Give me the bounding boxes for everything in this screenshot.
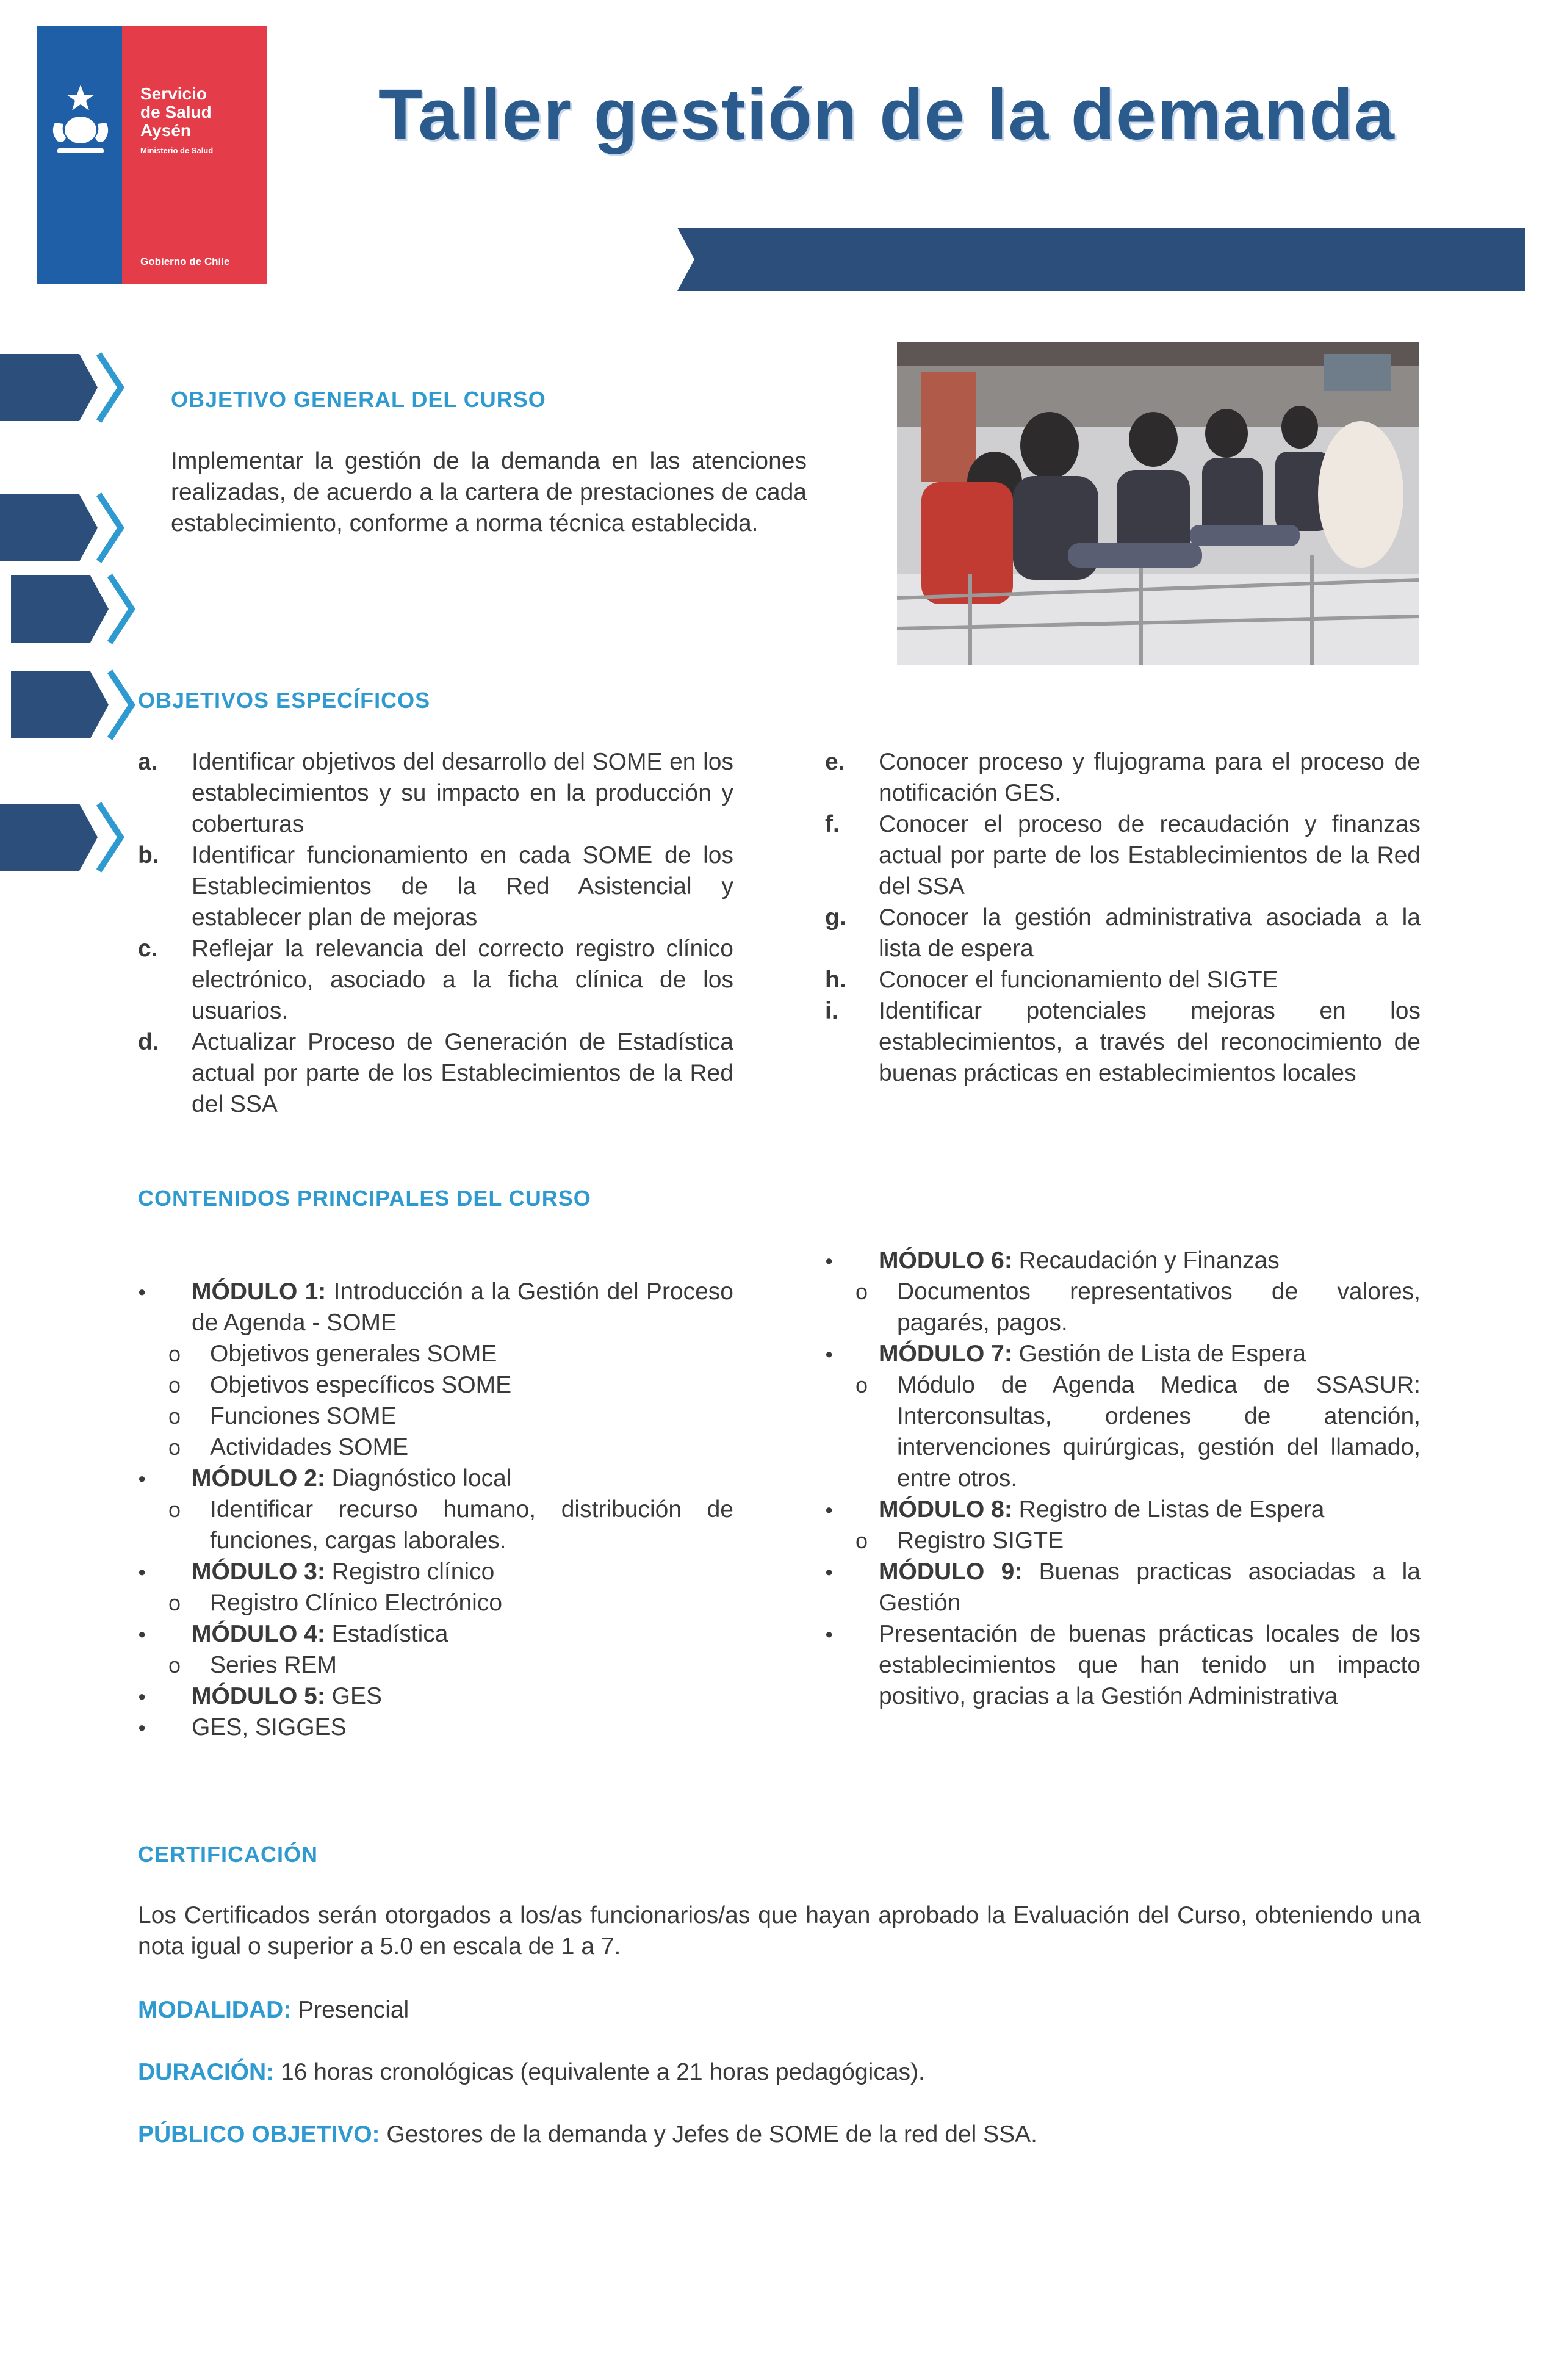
module-subitem [138,1587,733,1618]
objetivo-item [138,746,733,840]
objetivo-text: Conocer proceso y flujograma para el proceso de notificación GES. [879,749,1421,806]
module-item [825,1618,1421,1712]
bullet-icon: ● [138,1284,146,1299]
objetivos-list-left [138,746,733,1120]
modules-list-right [825,1245,1421,1712]
module-text: Registro SIGTE [897,1527,1064,1554]
bullet-icon: ● [825,1502,834,1517]
bullet-icon: ● [138,1720,146,1735]
module-text: Estadística [325,1621,448,1647]
modalidad-label: MODALIDAD: [138,1997,292,2023]
publico-line [138,2119,1037,2150]
circle-bullet-icon: o [168,1590,181,1615]
bullet-icon: ● [138,1689,146,1704]
objetivo-text: Identificar objetivos del desarrollo del SOME en los establecimientos y su impacto en la producción y coberturas [192,749,733,837]
objetivo-marker: e. [825,749,845,775]
bullet-icon: ● [825,1253,834,1268]
chevron-arrow-icon [0,351,128,424]
module-text: Objetivos específicos SOME [210,1372,512,1398]
objetivo-text: Actualizar Proceso de Generación de Estadística actual por parte de los Establecimientos de la Red del SSA [192,1029,733,1117]
module-item [138,1463,733,1494]
module-text: Identificar recurso humano, distribución de funciones, cargas laborales. [210,1496,733,1554]
objetivo-marker: c. [138,936,158,962]
module-item [138,1681,733,1712]
objetivo-item [825,902,1421,964]
module-subitem [825,1525,1421,1556]
bullet-icon: ● [825,1346,834,1361]
objetivo-item [825,746,1421,809]
modules-list-left [138,1276,733,1743]
module-label: MÓDULO 6: [879,1247,1012,1274]
module-item [825,1338,1421,1369]
objetivo-item [138,840,733,933]
logo-gobierno: Gobierno de Chile [140,256,230,267]
module-label: MÓDULO 2: [192,1465,325,1491]
contenidos-heading: CONTENIDOS PRINCIPALES DEL CURSO [138,1186,591,1211]
module-subitem [138,1650,733,1681]
module-text: Módulo de Agenda Medica de SSASUR: Interconsultas, ordenes de atención, intervenciones quirúrgicas, gestión del llamado, entre otros. [897,1372,1421,1491]
module-text: Recaudación y Finanzas [1012,1247,1280,1274]
logo-line-1: Servicio [140,84,207,103]
module-text: GES, SIGGES [192,1714,347,1740]
objetivo-item [138,1026,733,1120]
module-text: Registro de Listas de Espera [1012,1496,1325,1523]
circle-bullet-icon: o [855,1279,868,1304]
objetivos-list-right [825,746,1421,1089]
module-subitem [138,1432,733,1463]
chevron-arrow-icon [11,572,139,646]
module-text: GES [325,1683,383,1709]
page-title: Taller gestión de la demanda [378,74,1396,155]
publico-label: PÚBLICO OBJETIVO: [138,2121,380,2147]
duracion-line [138,2057,925,2088]
objetivo-general-text: Implementar la gestión de la demanda en las atenciones realizadas, de acuerdo a la cartera de prestaciones de cada establecimiento, conforme a norma técnica establecida. [171,448,807,536]
certificacion-text: Los Certificados serán otorgados a los/as funcionarios/as que hayan aprobado la Evaluación del Curso, obteniendo una nota igual o superior a 5.0 en escala de 1 a 7. [138,1902,1421,1960]
bullet-icon: ● [138,1564,146,1579]
module-text: Objetivos generales SOME [210,1341,497,1367]
bullet-icon: ● [825,1564,834,1579]
logo-red-panel [122,26,267,284]
bullet-icon: ● [138,1626,146,1642]
module-item [825,1245,1421,1276]
logo-line-2: de Salud [140,103,212,121]
module-text: Registro clínico [325,1559,495,1585]
circle-bullet-icon: o [855,1372,868,1397]
coat-of-arms-icon [44,80,117,159]
bullet-icon: ● [138,1471,146,1486]
module-label: MÓDULO 4: [192,1621,325,1647]
logo-text [140,85,212,140]
chevron-arrow-icon [0,491,128,564]
module-item [138,1618,733,1650]
chevron-arrow-icon [0,801,128,874]
module-label: MÓDULO 1: [192,1278,326,1305]
circle-bullet-icon: o [168,1653,181,1678]
module-text: Documentos representativos de valores, pagarés, pagos. [897,1278,1421,1336]
objetivo-item [825,964,1421,995]
objetivo-item [825,995,1421,1089]
objetivo-marker: g. [825,904,846,931]
modalidad-line [138,1994,409,2025]
duracion-label: DURACIÓN: [138,2059,275,2085]
module-text: Gestión de Lista de Espera [1012,1341,1306,1367]
module-text: Registro Clínico Electrónico [210,1590,503,1616]
logo [37,26,267,284]
objetivo-text: Conocer el proceso de recaudación y finanzas actual por parte de los Establecimientos de la Red del SSA [879,811,1421,900]
objetivo-text: Identificar potenciales mejoras en los establecimientos, a través del reconocimiento de buenas prácticas en establecimientos locales [879,998,1421,1086]
objetivo-marker: b. [138,842,159,868]
module-item [825,1494,1421,1525]
module-text: Introducción a la Gestión del Proceso de Agenda - SOME [192,1278,733,1336]
objetivo-marker: h. [825,967,846,993]
objetivo-item [138,933,733,1026]
objetivo-text: Conocer la gestión administrativa asociada a la lista de espera [879,904,1421,962]
modalidad-value: Presencial [291,1997,409,2023]
publico-value: Gestores de la demanda y Jefes de SOME de la red del SSA. [380,2121,1037,2147]
circle-bullet-icon: o [168,1341,181,1366]
module-text: Buenas practicas asociadas a la Gestión [879,1559,1421,1616]
module-label: MÓDULO 8: [879,1496,1012,1523]
module-subitem [138,1369,733,1401]
waiting-room-photo [897,342,1419,665]
circle-bullet-icon: o [168,1404,181,1429]
module-text: Funciones SOME [210,1403,397,1429]
circle-bullet-icon: o [168,1435,181,1460]
objetivo-marker: f. [825,811,840,837]
module-text: Series REM [210,1652,337,1678]
module-item [138,1276,733,1338]
objetivo-marker: d. [138,1029,159,1055]
module-subitem [138,1338,733,1369]
module-text: Diagnóstico local [325,1465,512,1491]
module-label: MÓDULO 9: [879,1559,1023,1585]
module-subitem [825,1369,1421,1494]
module-item [825,1556,1421,1618]
objetivo-text: Conocer el funcionamiento del SIGTE [879,967,1278,993]
objetivo-marker: a. [138,749,158,775]
module-subitem [825,1276,1421,1338]
bullet-icon: ● [825,1626,834,1642]
logo-ministry: Ministerio de Salud [140,146,214,155]
objetivos-especificos-heading: OBJETIVOS ESPECÍFICOS [138,688,431,713]
module-label: MÓDULO 3: [192,1559,325,1585]
objetivo-text: Identificar funcionamiento en cada SOME de los Establecimientos de la Red Asistencial y establecer plan de mejoras [192,842,733,931]
duracion-value: 16 horas cronológicas (equivalente a 21 horas pedagógicas). [274,2059,925,2085]
certificacion-heading: CERTIFICACIÓN [138,1842,318,1867]
module-text: Presentación de buenas prácticas locales de los establecimientos que han tenido un impacto positivo, gracias a la Gestión Administrativa [879,1621,1421,1709]
module-text: Actividades SOME [210,1434,409,1460]
module-item [138,1556,733,1587]
circle-bullet-icon: o [855,1528,868,1553]
chevron-arrow-icon [11,668,139,741]
objetivo-marker: i. [825,998,838,1024]
module-label: MÓDULO 5: [192,1683,325,1709]
module-label: MÓDULO 7: [879,1341,1012,1367]
module-subitem [138,1494,733,1556]
module-subitem [138,1401,733,1432]
circle-bullet-icon: o [168,1497,181,1522]
circle-bullet-icon: o [168,1372,181,1397]
module-item [138,1712,733,1743]
logo-line-3: Aysén [140,121,192,140]
objetivo-text: Reflejar la relevancia del correcto registro clínico electrónico, asociado a la ficha clínica de los usuarios. [192,936,733,1024]
objetivo-item [825,809,1421,902]
header-banner [677,228,1525,291]
objetivo-general-heading: OBJETIVO GENERAL DEL CURSO [171,387,546,412]
